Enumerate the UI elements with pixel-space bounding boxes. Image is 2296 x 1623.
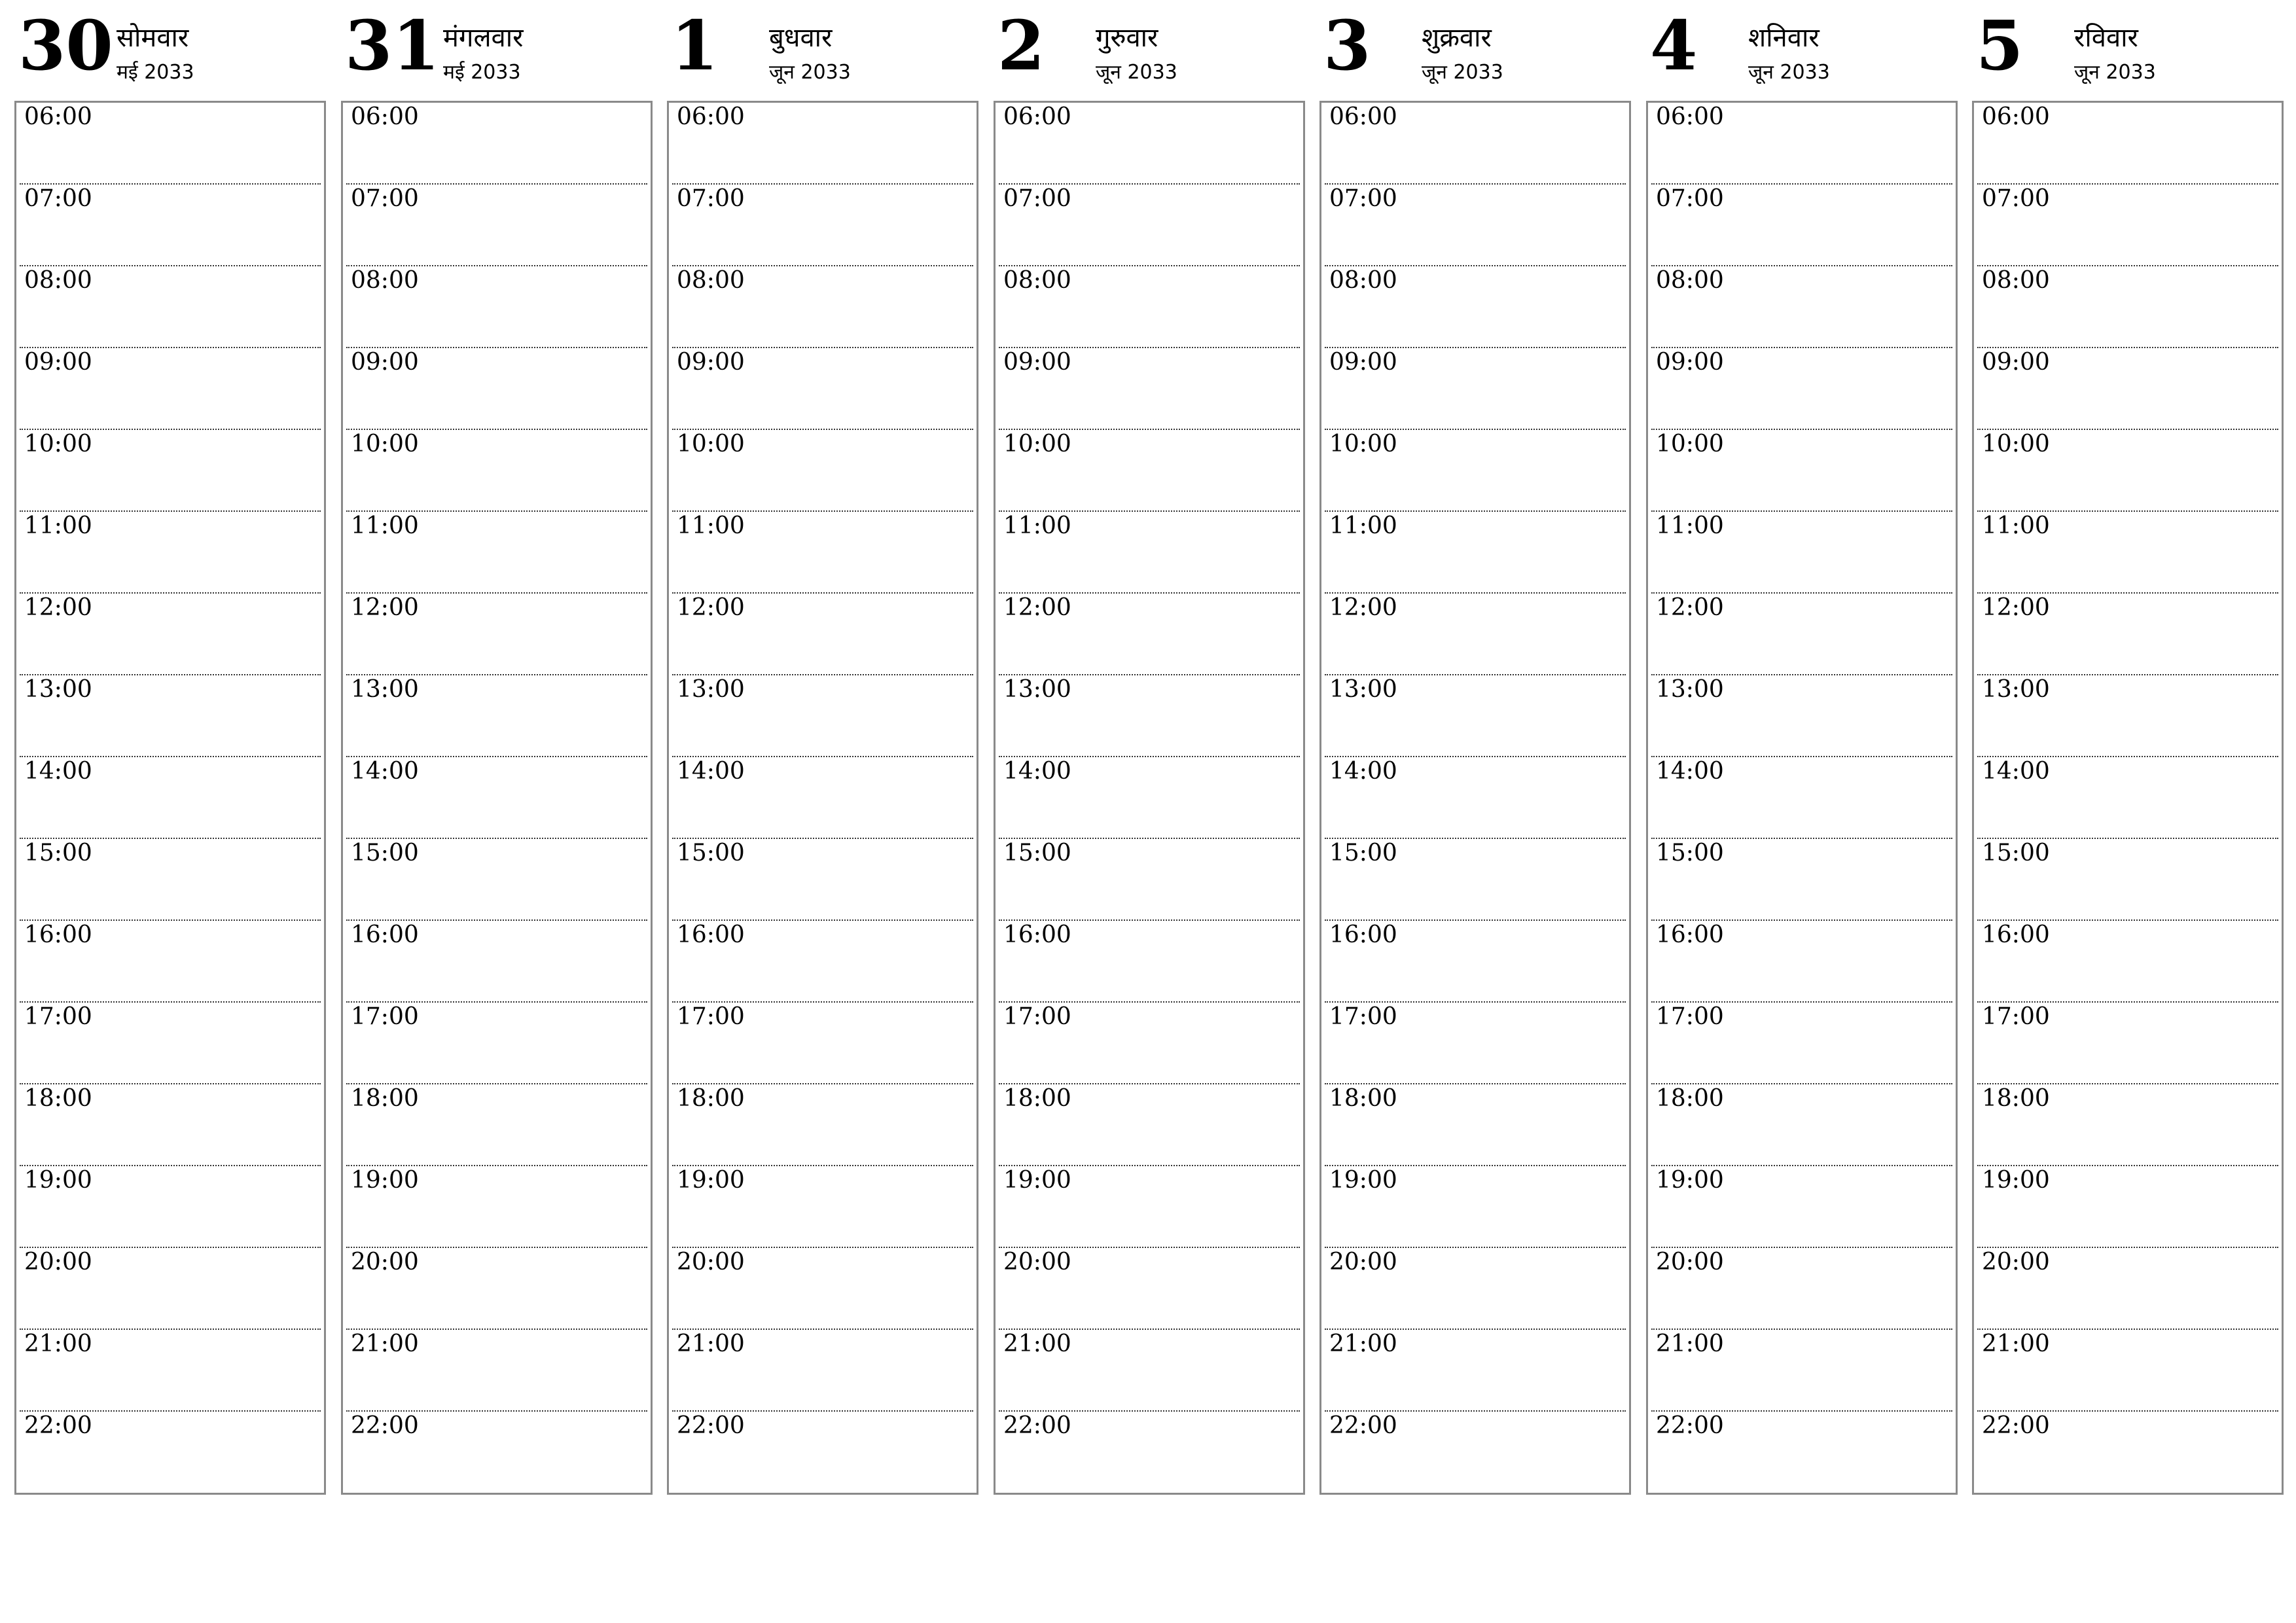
month-year-label: जून 2033 — [2074, 61, 2156, 84]
hour-slot[interactable] — [1325, 921, 1626, 1003]
hour-label: 06:00 — [677, 103, 745, 130]
hour-slot[interactable] — [999, 430, 1300, 512]
hour-slot[interactable] — [1325, 1084, 1626, 1166]
hour-label: 14:00 — [1329, 758, 1397, 785]
hour-slot[interactable] — [20, 1003, 321, 1084]
hour-slot[interactable] — [346, 266, 647, 348]
hour-slot[interactable] — [1977, 1166, 2278, 1248]
hour-label: 07:00 — [677, 185, 745, 212]
hour-label: 17:00 — [1003, 1003, 1071, 1030]
hour-label: 22:00 — [1982, 1412, 2050, 1439]
hour-label: 11:00 — [1003, 512, 1071, 539]
hour-slot[interactable] — [1325, 185, 1626, 266]
hour-label: 18:00 — [1656, 1085, 1724, 1112]
hour-slot[interactable] — [20, 185, 321, 266]
hour-label: 11:00 — [1982, 512, 2050, 539]
hour-label: 08:00 — [24, 267, 92, 294]
day-column — [14, 0, 329, 1499]
hour-slot[interactable] — [20, 1248, 321, 1330]
hour-slot[interactable] — [999, 1330, 1300, 1412]
hour-label: 21:00 — [351, 1330, 419, 1357]
hour-slot[interactable] — [672, 675, 973, 757]
weekday-name: रविवार — [2074, 23, 2138, 53]
hour-label: 12:00 — [351, 594, 419, 621]
hour-slot[interactable] — [1977, 430, 2278, 512]
hour-label: 17:00 — [351, 1003, 419, 1030]
hour-label: 16:00 — [1982, 921, 2050, 948]
hour-slot[interactable] — [1325, 1248, 1626, 1330]
hour-slot[interactable] — [672, 839, 973, 921]
hour-label: 21:00 — [677, 1330, 745, 1357]
hour-slot[interactable] — [1651, 921, 1952, 1003]
hour-slot[interactable] — [672, 430, 973, 512]
hour-slot[interactable] — [346, 921, 647, 1003]
hour-label: 07:00 — [1329, 185, 1397, 212]
hour-grid — [1646, 101, 1958, 1495]
hour-label: 12:00 — [24, 594, 92, 621]
hour-label: 20:00 — [1982, 1249, 2050, 1275]
hour-label: 18:00 — [1982, 1085, 2050, 1112]
hour-slot[interactable] — [20, 839, 321, 921]
hour-label: 20:00 — [677, 1249, 745, 1275]
hour-label: 09:00 — [1656, 349, 1724, 376]
hour-label: 17:00 — [1329, 1003, 1397, 1030]
hour-grid — [14, 101, 326, 1495]
hour-slot[interactable] — [672, 757, 973, 839]
hour-label: 15:00 — [1982, 840, 2050, 866]
hour-label: 08:00 — [677, 267, 745, 294]
hour-slot[interactable] — [1651, 1412, 1952, 1493]
hour-label: 16:00 — [1329, 921, 1397, 948]
hour-label: 11:00 — [24, 512, 92, 539]
hour-label: 16:00 — [351, 921, 419, 948]
weekday-name: बुधवार — [769, 23, 833, 53]
hour-slot[interactable] — [20, 348, 321, 430]
hour-slot[interactable] — [1651, 1248, 1952, 1330]
month-year-label: जून 2033 — [1748, 61, 1830, 84]
hour-label: 20:00 — [1329, 1249, 1397, 1275]
hour-slot[interactable] — [1977, 266, 2278, 348]
hour-slot[interactable] — [1325, 839, 1626, 921]
hour-slot[interactable] — [999, 839, 1300, 921]
month-year-label: मई 2033 — [443, 61, 521, 84]
hour-slot[interactable] — [672, 1248, 973, 1330]
hour-label: 11:00 — [1656, 512, 1724, 539]
hour-label: 07:00 — [1003, 185, 1071, 212]
hour-label: 18:00 — [1329, 1085, 1397, 1112]
hour-label: 10:00 — [677, 431, 745, 457]
hour-label: 06:00 — [24, 103, 92, 130]
hour-slot[interactable] — [999, 348, 1300, 430]
hour-slot[interactable] — [346, 1084, 647, 1166]
hour-label: 14:00 — [1003, 758, 1071, 785]
hour-slot[interactable] — [1651, 675, 1952, 757]
hour-label: 06:00 — [1656, 103, 1724, 130]
hour-label: 20:00 — [1003, 1249, 1071, 1275]
hour-label: 08:00 — [1656, 267, 1724, 294]
hour-slot[interactable] — [999, 266, 1300, 348]
hour-slot[interactable] — [1651, 757, 1952, 839]
hour-slot[interactable] — [346, 1166, 647, 1248]
hour-slot[interactable] — [1325, 757, 1626, 839]
hour-label: 08:00 — [1003, 267, 1071, 294]
hour-slot[interactable] — [20, 103, 321, 185]
hour-slot[interactable] — [20, 921, 321, 1003]
day-number: 30 — [18, 5, 113, 86]
hour-slot[interactable] — [1325, 1412, 1626, 1493]
hour-label: 14:00 — [24, 758, 92, 785]
hour-label: 08:00 — [1982, 267, 2050, 294]
hour-label: 14:00 — [1982, 758, 2050, 785]
hour-label: 13:00 — [24, 676, 92, 703]
hour-label: 14:00 — [351, 758, 419, 785]
hour-slot[interactable] — [999, 1084, 1300, 1166]
hour-slot[interactable] — [1325, 266, 1626, 348]
hour-label: 18:00 — [351, 1085, 419, 1112]
hour-slot[interactable] — [999, 1166, 1300, 1248]
month-year-label: जून 2033 — [1422, 61, 1503, 84]
hour-slot[interactable] — [20, 757, 321, 839]
hour-label: 09:00 — [1329, 349, 1397, 376]
hour-label: 18:00 — [1003, 1085, 1071, 1112]
hour-slot[interactable] — [1325, 675, 1626, 757]
hour-slot[interactable] — [999, 512, 1300, 594]
hour-label: 12:00 — [1329, 594, 1397, 621]
hour-label: 16:00 — [1656, 921, 1724, 948]
hour-slot[interactable] — [346, 675, 647, 757]
hour-slot[interactable] — [999, 921, 1300, 1003]
hour-slot[interactable] — [1977, 1248, 2278, 1330]
hour-slot[interactable] — [1651, 1003, 1952, 1084]
hour-slot[interactable] — [1651, 103, 1952, 185]
hour-slot[interactable] — [1651, 1330, 1952, 1412]
hour-slot[interactable] — [1651, 839, 1952, 921]
hour-label: 08:00 — [351, 267, 419, 294]
day-column — [1646, 0, 1960, 1499]
hour-slot[interactable] — [20, 266, 321, 348]
day-column — [667, 0, 981, 1499]
day-header — [341, 0, 655, 98]
hour-slot[interactable] — [672, 266, 973, 348]
hour-label: 19:00 — [677, 1167, 745, 1194]
hour-slot[interactable] — [672, 594, 973, 675]
hour-slot[interactable] — [1977, 1003, 2278, 1084]
hour-label: 22:00 — [1329, 1412, 1397, 1439]
hour-label: 22:00 — [24, 1412, 92, 1439]
hour-label: 19:00 — [1656, 1167, 1724, 1194]
hour-label: 18:00 — [24, 1085, 92, 1112]
hour-slot[interactable] — [1325, 348, 1626, 430]
hour-label: 17:00 — [677, 1003, 745, 1030]
hour-slot[interactable] — [1651, 348, 1952, 430]
hour-label: 09:00 — [1982, 349, 2050, 376]
hour-slot[interactable] — [1325, 1003, 1626, 1084]
hour-label: 10:00 — [1656, 431, 1724, 457]
hour-label: 19:00 — [24, 1167, 92, 1194]
hour-slot[interactable] — [672, 348, 973, 430]
hour-label: 16:00 — [1003, 921, 1071, 948]
hour-slot[interactable] — [672, 512, 973, 594]
hour-label: 15:00 — [677, 840, 745, 866]
hour-label: 13:00 — [1329, 676, 1397, 703]
hour-label: 22:00 — [1656, 1412, 1724, 1439]
hour-label: 15:00 — [24, 840, 92, 866]
hour-slot[interactable] — [999, 757, 1300, 839]
hour-label: 07:00 — [1982, 185, 2050, 212]
hour-label: 19:00 — [1003, 1167, 1071, 1194]
hour-label: 09:00 — [677, 349, 745, 376]
day-number: 5 — [1976, 5, 2024, 86]
hour-label: 21:00 — [1982, 1330, 2050, 1357]
hour-label: 14:00 — [1656, 758, 1724, 785]
hour-label: 15:00 — [1329, 840, 1397, 866]
hour-label: 06:00 — [1982, 103, 2050, 130]
weekday-name: शनिवार — [1748, 23, 1820, 53]
day-column — [341, 0, 655, 1499]
hour-label: 21:00 — [1656, 1330, 1724, 1357]
hour-label: 11:00 — [677, 512, 745, 539]
hour-slot[interactable] — [672, 103, 973, 185]
hour-slot[interactable] — [20, 1166, 321, 1248]
day-number: 31 — [345, 5, 440, 86]
hour-label: 17:00 — [24, 1003, 92, 1030]
hour-grid — [1319, 101, 1631, 1495]
day-header — [994, 0, 1308, 98]
hour-slot[interactable] — [1977, 594, 2278, 675]
hour-label: 15:00 — [351, 840, 419, 866]
day-number: 4 — [1650, 5, 1698, 86]
hour-slot[interactable] — [1325, 103, 1626, 185]
hour-label: 11:00 — [351, 512, 419, 539]
hour-slot[interactable] — [346, 757, 647, 839]
hour-slot[interactable] — [672, 1166, 973, 1248]
hour-slot[interactable] — [1651, 266, 1952, 348]
hour-slot[interactable] — [346, 103, 647, 185]
hour-slot[interactable] — [999, 1003, 1300, 1084]
hour-label: 16:00 — [24, 921, 92, 948]
weekday-name: मंगलवार — [443, 23, 524, 53]
hour-slot[interactable] — [1977, 1412, 2278, 1493]
hour-slot[interactable] — [1977, 185, 2278, 266]
hour-label: 14:00 — [677, 758, 745, 785]
weekly-planner — [14, 0, 2286, 1505]
weekday-name: शुक्रवार — [1422, 23, 1492, 53]
day-number: 3 — [1323, 5, 1371, 86]
hour-slot[interactable] — [20, 675, 321, 757]
day-header — [667, 0, 981, 98]
day-number: 2 — [997, 5, 1045, 86]
day-header — [1319, 0, 1634, 98]
hour-label: 10:00 — [1329, 431, 1397, 457]
hour-slot[interactable] — [346, 1003, 647, 1084]
hour-label: 18:00 — [677, 1085, 745, 1112]
month-year-label: जून 2033 — [769, 61, 851, 84]
hour-label: 13:00 — [1003, 676, 1071, 703]
hour-slot[interactable] — [999, 1248, 1300, 1330]
day-header — [1646, 0, 1960, 98]
weekday-name: गुरुवार — [1096, 23, 1158, 53]
hour-slot[interactable] — [346, 185, 647, 266]
hour-slot[interactable] — [1651, 185, 1952, 266]
hour-slot[interactable] — [20, 1084, 321, 1166]
hour-slot[interactable] — [1977, 512, 2278, 594]
hour-label: 07:00 — [24, 185, 92, 212]
hour-slot[interactable] — [1977, 1330, 2278, 1412]
hour-label: 12:00 — [1656, 594, 1724, 621]
hour-label: 09:00 — [351, 349, 419, 376]
hour-slot[interactable] — [346, 1330, 647, 1412]
hour-slot[interactable] — [1977, 1084, 2278, 1166]
hour-grid — [341, 101, 653, 1495]
hour-slot[interactable] — [1977, 103, 2278, 185]
hour-slot[interactable] — [1325, 1330, 1626, 1412]
hour-slot[interactable] — [20, 594, 321, 675]
day-column — [1972, 0, 2286, 1499]
hour-slot[interactable] — [346, 1248, 647, 1330]
hour-slot[interactable] — [672, 1330, 973, 1412]
hour-label: 13:00 — [677, 676, 745, 703]
weekday-name: सोमवार — [117, 23, 189, 53]
hour-label: 06:00 — [1003, 103, 1071, 130]
hour-slot[interactable] — [346, 594, 647, 675]
hour-slot[interactable] — [1977, 839, 2278, 921]
month-year-label: जून 2033 — [1096, 61, 1177, 84]
hour-slot[interactable] — [1651, 430, 1952, 512]
hour-slot[interactable] — [999, 1412, 1300, 1493]
hour-label: 20:00 — [1656, 1249, 1724, 1275]
hour-label: 12:00 — [677, 594, 745, 621]
hour-label: 09:00 — [1003, 349, 1071, 376]
hour-slot[interactable] — [1651, 1084, 1952, 1166]
hour-slot[interactable] — [20, 1412, 321, 1493]
hour-label: 21:00 — [24, 1330, 92, 1357]
hour-label: 12:00 — [1982, 594, 2050, 621]
hour-slot[interactable] — [1977, 757, 2278, 839]
hour-label: 15:00 — [1003, 840, 1071, 866]
hour-label: 21:00 — [1003, 1330, 1071, 1357]
hour-slot[interactable] — [346, 430, 647, 512]
hour-slot[interactable] — [20, 1330, 321, 1412]
hour-label: 17:00 — [1656, 1003, 1724, 1030]
hour-slot[interactable] — [1651, 1166, 1952, 1248]
day-column — [994, 0, 1308, 1499]
hour-slot[interactable] — [1325, 512, 1626, 594]
hour-slot[interactable] — [672, 921, 973, 1003]
hour-label: 13:00 — [351, 676, 419, 703]
hour-slot[interactable] — [346, 1412, 647, 1493]
hour-label: 11:00 — [1329, 512, 1397, 539]
hour-label: 12:00 — [1003, 594, 1071, 621]
hour-label: 13:00 — [1656, 676, 1724, 703]
hour-label: 20:00 — [24, 1249, 92, 1275]
hour-label: 16:00 — [677, 921, 745, 948]
hour-grid — [994, 101, 1305, 1495]
hour-slot[interactable] — [999, 594, 1300, 675]
hour-slot[interactable] — [672, 1084, 973, 1166]
hour-label: 06:00 — [351, 103, 419, 130]
hour-label: 22:00 — [677, 1412, 745, 1439]
hour-slot[interactable] — [1651, 594, 1952, 675]
hour-slot[interactable] — [999, 185, 1300, 266]
hour-label: 10:00 — [1003, 431, 1071, 457]
day-column — [1319, 0, 1634, 1499]
hour-slot[interactable] — [999, 675, 1300, 757]
hour-label: 13:00 — [1982, 676, 2050, 703]
hour-slot[interactable] — [1325, 1166, 1626, 1248]
hour-label: 07:00 — [351, 185, 419, 212]
hour-slot[interactable] — [672, 1412, 973, 1493]
hour-label: 19:00 — [1329, 1167, 1397, 1194]
hour-grid — [667, 101, 978, 1495]
hour-slot[interactable] — [672, 185, 973, 266]
hour-label: 19:00 — [351, 1167, 419, 1194]
hour-slot[interactable] — [1977, 675, 2278, 757]
hour-grid — [1972, 101, 2284, 1495]
hour-slot[interactable] — [1977, 921, 2278, 1003]
hour-slot[interactable] — [1977, 348, 2278, 430]
day-header — [1972, 0, 2286, 98]
hour-label: 10:00 — [351, 431, 419, 457]
hour-slot[interactable] — [20, 512, 321, 594]
hour-label: 15:00 — [1656, 840, 1724, 866]
hour-label: 20:00 — [351, 1249, 419, 1275]
day-number: 1 — [671, 5, 719, 86]
day-header — [14, 0, 329, 98]
hour-label: 22:00 — [351, 1412, 419, 1439]
hour-label: 22:00 — [1003, 1412, 1071, 1439]
hour-label: 10:00 — [24, 431, 92, 457]
hour-label: 10:00 — [1982, 431, 2050, 457]
hour-slot[interactable] — [999, 103, 1300, 185]
hour-slot[interactable] — [346, 348, 647, 430]
hour-slot[interactable] — [1325, 594, 1626, 675]
hour-slot[interactable] — [1325, 430, 1626, 512]
hour-label: 19:00 — [1982, 1167, 2050, 1194]
hour-slot[interactable] — [1651, 512, 1952, 594]
hour-label: 21:00 — [1329, 1330, 1397, 1357]
month-year-label: मई 2033 — [117, 61, 194, 84]
hour-slot[interactable] — [20, 430, 321, 512]
hour-slot[interactable] — [346, 512, 647, 594]
hour-label: 17:00 — [1982, 1003, 2050, 1030]
hour-label: 09:00 — [24, 349, 92, 376]
hour-slot[interactable] — [346, 839, 647, 921]
hour-label: 06:00 — [1329, 103, 1397, 130]
hour-slot[interactable] — [672, 1003, 973, 1084]
hour-label: 08:00 — [1329, 267, 1397, 294]
hour-label: 07:00 — [1656, 185, 1724, 212]
